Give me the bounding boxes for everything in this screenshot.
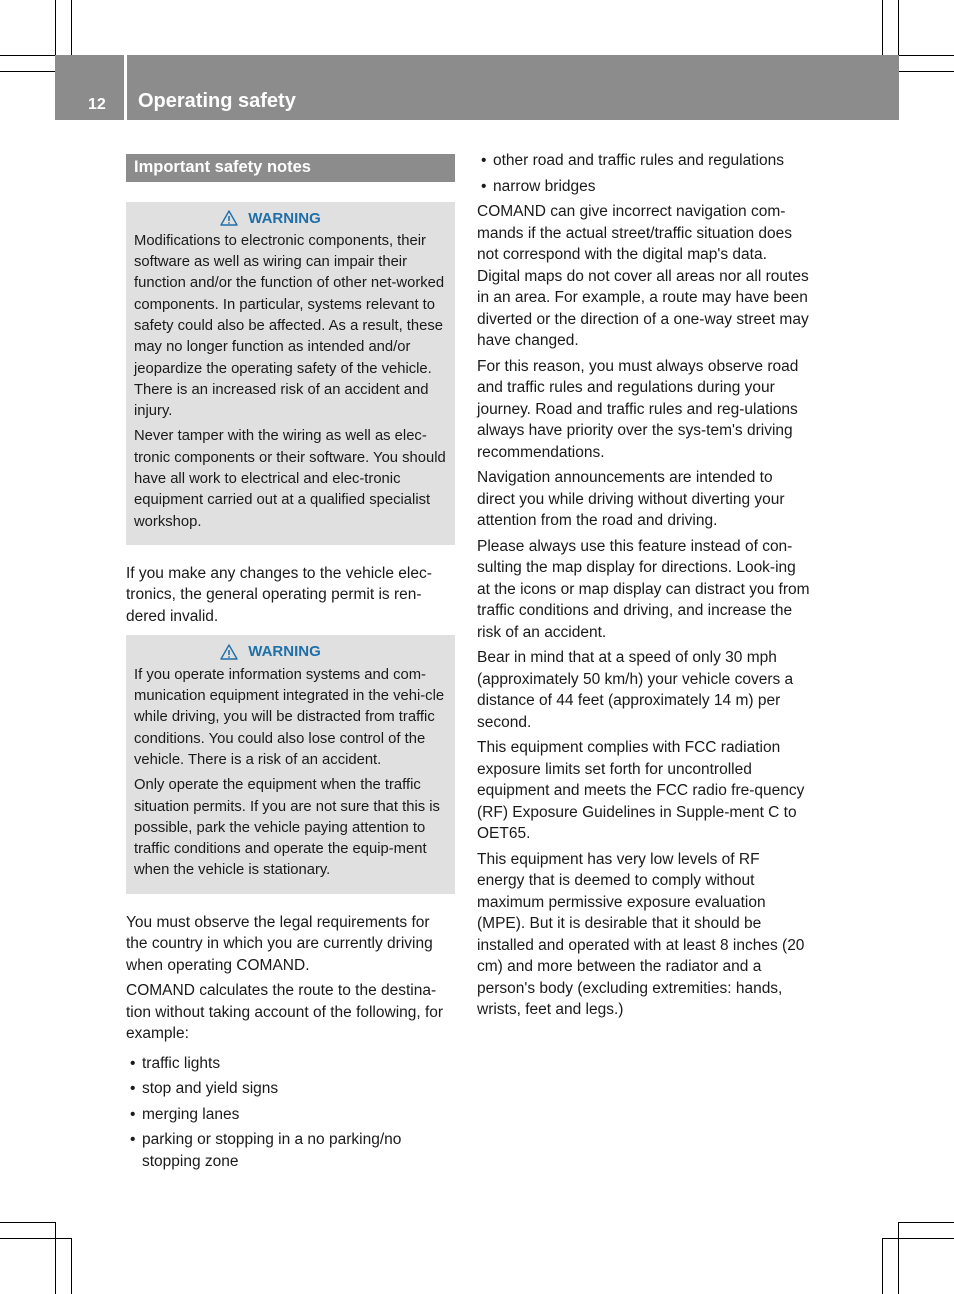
warning-text: Only operate the equipment when the traffic situation permits. If you are not sure that this is possible, park the vehicle paying attention to traffic conditions and operate the equip-ment when the vehicle is stationary. (134, 777, 440, 879)
crop-mark (898, 1222, 899, 1294)
crop-mark (882, 1238, 954, 1239)
crop-mark (55, 0, 56, 55)
crop-mark (0, 1222, 55, 1223)
paragraph: You must observe the legal requirements for the country in which you are currently driving when operating COMAND. (126, 913, 433, 974)
list-item: • stop and yield signs (126, 1078, 455, 1100)
warning-label: WARNING (248, 643, 321, 661)
left-column (126, 150, 455, 1176)
warning-box (126, 635, 455, 893)
crop-mark (71, 1238, 72, 1294)
crop-mark (899, 1222, 954, 1223)
list-item: • parking or stopping in a no parking/no stopping zone (126, 1129, 455, 1172)
paragraph: This equipment has very low levels of RF energy that is deemed to comply without maximum permissive exposure evaluation (MPE). But it is desirable that it should be installed and operated with at least 8 inches (20 cm) and more between the radiator and a person's body (excluding extremities: hands, wrists, feet and legs.) (477, 850, 805, 1018)
warning-text: Modifications to electronic components, their software as well as wiring can impair their function and/or the function of other net-worked components. In particular, systems relevant to safety could also be affected. As a result, these may no longer function as intended and/or jeopardize the operating safety of the vehicle. There is an increased risk of an accident and injury. (134, 232, 445, 420)
paragraph: Please always use this feature instead of con-sulting the map display for directions. Look-ing at the icons or map display can distract you from traffic conditions and driving, and increase the risk of an accident. (477, 537, 810, 641)
crop-mark (899, 71, 954, 72)
bullet-list (477, 150, 810, 197)
list-item: • traffic lights (126, 1053, 455, 1075)
crop-mark (55, 1222, 56, 1294)
warning-title (134, 208, 447, 229)
crop-mark (0, 71, 55, 72)
crop-mark (882, 0, 883, 55)
warning-title (134, 641, 447, 662)
warning-text: Never tamper with the wiring as well as elec-tronic components or their software. You should have all work to electrical and elec-tronic equipment carried out at a qualified specialist workshop. (134, 428, 446, 530)
crop-mark (882, 1238, 883, 1294)
paragraph: For this reason, you must always observe road and traffic rules and regulations during your journey. Road and traffic rules and reg-ulations always have priority over the sys-tem's driving recommendations. (477, 357, 799, 461)
crop-mark (898, 0, 899, 55)
crop-mark (899, 55, 954, 56)
warning-triangle-icon (220, 210, 238, 226)
paragraph: COMAND calculates the route to the destina-tion without taking account of the following, for example: (126, 982, 444, 1043)
page-number: 12 (88, 96, 106, 113)
warning-label: WARNING (248, 209, 321, 227)
crop-mark (0, 55, 55, 56)
warning-text: If you operate information systems and com-munication equipment integrated in the vehi-cle while driving, you will be distracted from traffic conditions. You could also lose control of the vehicle. There is a risk of an accident. (134, 666, 445, 768)
paragraph: Navigation announcements are intended to direct you while driving without diverting your attention from the road and driving. (477, 469, 785, 529)
paragraph: If you make any changes to the vehicle elec-tronics, the general operating permit is ren-dered invalid. (126, 564, 432, 625)
warning-triangle-icon (220, 644, 238, 660)
paragraph: This equipment complies with FCC radiation exposure limits set forth for uncontrolled equipment and meets the FCC radio fre-quency (RF) Exposure Guidelines in Supple-ment C to OET65. (477, 739, 805, 842)
crop-mark (71, 0, 72, 55)
list-item: • merging lanes (126, 1104, 455, 1126)
header-divider (124, 55, 127, 120)
list-item: • narrow bridges (477, 176, 810, 198)
page-title: Operating safety (138, 90, 296, 112)
section-heading: Important safety notes (126, 154, 455, 182)
crop-mark (0, 1238, 71, 1239)
list-item: • other road and traffic rules and regulations (477, 150, 810, 172)
right-column (477, 150, 810, 1025)
paragraph: Bear in mind that at a speed of only 30 mph (approximately 50 km/h) your vehicle covers a distance of 44 feet (approximately 14 m) per second. (477, 649, 794, 731)
warning-box (126, 202, 455, 545)
bullet-list (126, 1053, 455, 1173)
paragraph: COMAND can give incorrect navigation com-mands if the actual street/traffic situation does not correspond with the digital map's data. Digital maps do not cover all areas nor all routes in an area. For example, a route may have been diverted or the direction of a one-way street may have changed. (477, 203, 809, 349)
